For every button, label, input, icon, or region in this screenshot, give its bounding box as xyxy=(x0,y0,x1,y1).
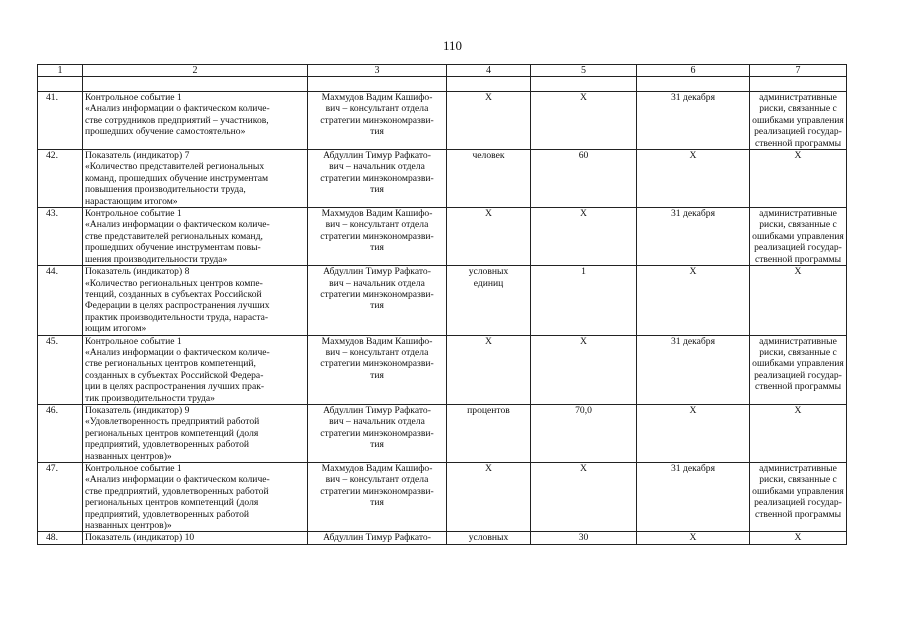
row-number: 46. xyxy=(38,404,83,462)
header-cell: 6 xyxy=(637,65,750,77)
table-row xyxy=(38,532,847,544)
deadline-date: 31 декабря xyxy=(637,335,750,404)
risk-description: административные риски, связанные с ошибками управления реализацией государ- ственной программы xyxy=(750,335,847,404)
header-cell: 4 xyxy=(447,65,531,77)
responsible-person: Абдуллин Тимур Рафкато- вич – начальник отдела стратегии минэкономразви- тия xyxy=(308,404,447,462)
target-value: 70,0 xyxy=(531,404,637,462)
unit-of-measure: условных единиц xyxy=(447,266,531,335)
document-table xyxy=(37,64,847,545)
responsible-person: Абдуллин Тимур Рафкато- xyxy=(308,532,447,544)
row-number: 43. xyxy=(38,208,83,266)
header-cell: 7 xyxy=(750,65,847,77)
responsible-person: Абдуллин Тимур Рафкато- вич – начальник отдела стратегии минэкономразви- тия xyxy=(308,150,447,208)
unit-of-measure: процентов xyxy=(447,404,531,462)
responsible-person: Махмудов Вадим Кашифо- вич – консультант отдела стратегии минэкономразви- тия xyxy=(308,208,447,266)
deadline-date: X xyxy=(637,404,750,462)
table-row xyxy=(38,404,847,462)
header-cell: 1 xyxy=(38,65,83,77)
row-number: 42. xyxy=(38,150,83,208)
deadline-date: X xyxy=(637,532,750,544)
event-description: Контрольное событие 1 «Анализ информации о фактическом количе- стве сотрудников предприятий – участников, прошедших обучение самостоятельно» xyxy=(83,92,308,150)
risk-description: административные риски, связанные с ошибками управления реализацией государ- ственной программы xyxy=(750,92,847,150)
risk-description: X xyxy=(750,404,847,462)
target-value: X xyxy=(531,335,637,404)
event-description: Контрольное событие 1 «Анализ информации о фактическом количе- стве представителей региональных команд, прошедших обучение инструментам повы- шения производительности труда» xyxy=(83,208,308,266)
row-number: 47. xyxy=(38,463,83,532)
table-row xyxy=(38,92,847,150)
deadline-date: 31 декабря xyxy=(637,208,750,266)
event-description: Показатель (индикатор) 7 «Количество представителей региональных команд, прошедших обучение инструментам повышения производительности труда, нарастающим итогом» xyxy=(83,150,308,208)
spacer-row xyxy=(38,77,847,92)
unit-of-measure: X xyxy=(447,92,531,150)
risk-description: X xyxy=(750,532,847,544)
risk-description: X xyxy=(750,150,847,208)
unit-of-measure: условных xyxy=(447,532,531,544)
target-value: X xyxy=(531,463,637,532)
table-row xyxy=(38,463,847,532)
responsible-person: Абдуллин Тимур Рафкато- вич – начальник отдела стратегии минэкономразви- тия xyxy=(308,266,447,335)
event-description: Показатель (индикатор) 10 xyxy=(83,532,308,544)
table-row xyxy=(38,335,847,404)
deadline-date: 31 декабря xyxy=(637,92,750,150)
event-description: Контрольное событие 1 «Анализ информации о фактическом количе- стве региональных центров компетенций, созданных в субъектах Российской Федера- ции в целях распространения лучших прак- тик производительности труда» xyxy=(83,335,308,404)
table-row xyxy=(38,208,847,266)
row-number: 44. xyxy=(38,266,83,335)
deadline-date: X xyxy=(637,150,750,208)
deadline-date: 31 декабря xyxy=(637,463,750,532)
responsible-person: Махмудов Вадим Кашифо- вич – консультант отдела стратегии минэкономразви- тия xyxy=(308,463,447,532)
row-number: 41. xyxy=(38,92,83,150)
target-value: 1 xyxy=(531,266,637,335)
event-description: Показатель (индикатор) 9 «Удовлетворенность предприятий работой региональных центров компетенций (доля предприятий, удовлетворенных работой названных центров)» xyxy=(83,404,308,462)
row-number: 45. xyxy=(38,335,83,404)
target-value: 60 xyxy=(531,150,637,208)
row-number: 48. xyxy=(38,532,83,544)
risk-description: X xyxy=(750,266,847,335)
header-row xyxy=(38,65,847,77)
responsible-person: Махмудов Вадим Кашифо- вич – консультант отдела стратегии минэкономразви- тия xyxy=(308,335,447,404)
target-value: X xyxy=(531,208,637,266)
deadline-date: X xyxy=(637,266,750,335)
event-description: Показатель (индикатор) 8 «Количество региональных центров компе- тенций, созданных в субъектах Российской Федерации в целях распространения лучших практик производительности труда, нараста- ющим итогом» xyxy=(83,266,308,335)
risk-description: административные риски, связанные с ошибками управления реализацией государ- ственной программы xyxy=(750,208,847,266)
table-row xyxy=(38,266,847,335)
header-cell: 5 xyxy=(531,65,637,77)
target-value: X xyxy=(531,92,637,150)
unit-of-measure: X xyxy=(447,335,531,404)
target-value: 30 xyxy=(531,532,637,544)
responsible-person: Махмудов Вадим Кашифо- вич – консультант отдела стратегии минэкономразви- тия xyxy=(308,92,447,150)
unit-of-measure: X xyxy=(447,463,531,532)
event-description: Контрольное событие 1 «Анализ информации о фактическом количе- стве предприятий, удовлетворенных работой региональных центров компетенций (доля предприятий, удовлетворенных работой названных центров)» xyxy=(83,463,308,532)
risk-description: административные риски, связанные с ошибками управления реализацией государ- ственной программы xyxy=(750,463,847,532)
page-number: 110 xyxy=(442,38,463,53)
unit-of-measure: X xyxy=(447,208,531,266)
unit-of-measure: человек xyxy=(447,150,531,208)
header-cell: 3 xyxy=(308,65,447,77)
header-cell: 2 xyxy=(83,65,308,77)
table-row xyxy=(38,150,847,208)
